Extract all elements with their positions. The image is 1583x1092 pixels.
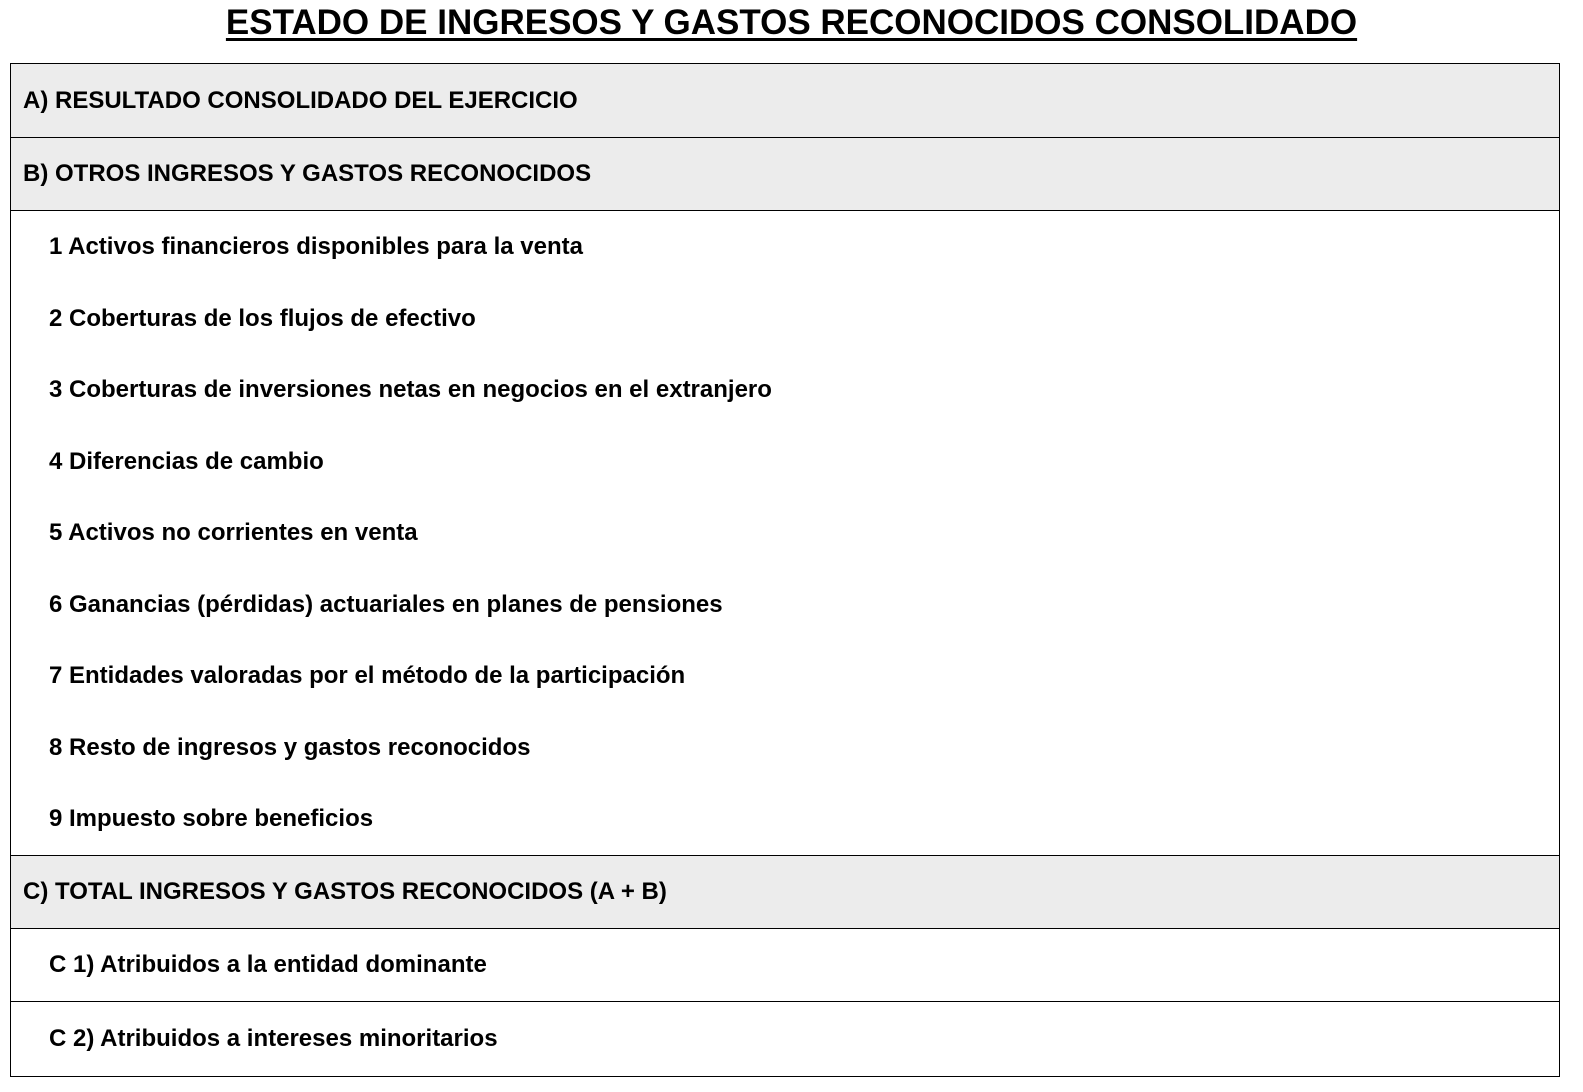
- row-item-3: 3 Coberturas de inversiones netas en negocios en el extranjero: [11, 354, 1559, 426]
- row-item-6: 6 Ganancias (pérdidas) actuariales en planes de pensiones: [11, 569, 1559, 640]
- row-item-1: 1 Activos financieros disponibles para la venta: [11, 211, 1559, 283]
- page-title: [0, 2, 1583, 44]
- row-item-7: 7 Entidades valoradas por el método de la participación: [11, 640, 1559, 712]
- statement-table: [10, 63, 1560, 1077]
- row-item-8: 8 Resto de ingresos y gastos reconocidos: [11, 712, 1559, 783]
- row-a-resultado-consolidado: A) RESULTADO CONSOLIDADO DEL EJERCICIO: [11, 64, 1559, 138]
- row-c2-intereses-minoritarios: C 2) Atribuidos a intereses minoritarios: [11, 1002, 1559, 1075]
- row-item-9: 9 Impuesto sobre beneficios: [11, 783, 1559, 856]
- row-item-5: 5 Activos no corrientes en venta: [11, 497, 1559, 569]
- row-b-otros-ingresos-gastos: B) OTROS INGRESOS Y GASTOS RECONOCIDOS: [11, 138, 1559, 211]
- row-item-4: 4 Diferencias de cambio: [11, 426, 1559, 497]
- row-item-2: 2 Coberturas de los flujos de efectivo: [11, 283, 1559, 354]
- page-title-text: ESTADO DE INGRESOS Y GASTOS RECONOCIDOS CONSOLIDADO: [225, 3, 1358, 42]
- row-c-total-ingresos-gastos: C) TOTAL INGRESOS Y GASTOS RECONOCIDOS (A + B): [11, 856, 1559, 929]
- row-c1-entidad-dominante: C 1) Atribuidos a la entidad dominante: [11, 929, 1559, 1002]
